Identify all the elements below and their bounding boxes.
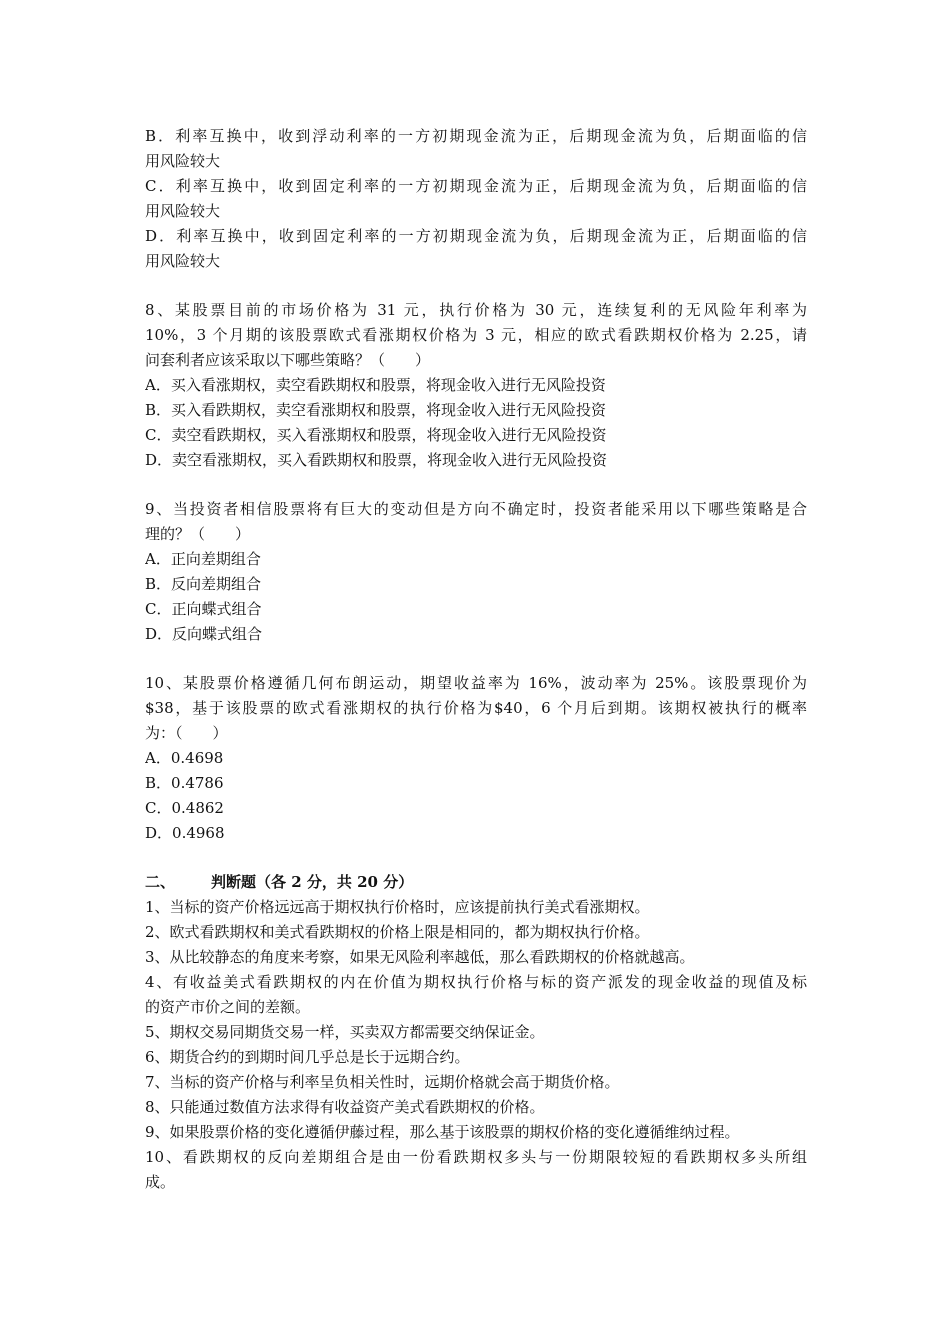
option-a: A．正向差期组合: [145, 550, 261, 568]
option-b: B．买入看跌期权，卖空看涨期权和股票，将现金收入进行无风险投资: [145, 401, 607, 419]
question-10: [145, 671, 807, 846]
spacer: [145, 274, 807, 298]
statement-10-line-2: 成。: [145, 1173, 176, 1191]
statement-1: 1、当标的资产价格远远高于期权执行价格时，应该提前执行美式看涨期权。: [145, 898, 650, 916]
option-d-line-2: 用风险较大: [145, 252, 221, 270]
option-a: A．0.4698: [145, 749, 224, 767]
option-b-line-2: 用风险较大: [145, 152, 221, 170]
question-9: [145, 497, 807, 647]
statement-3: 3、从比较静态的角度来考察，如果无风险利率越低，那么看跌期权的价格就越高。: [145, 948, 695, 966]
question-stem-line: 10、某股票价格遵循几何布朗运动，期望收益率为 16%，波动率为 25%。该股票现价为: [145, 674, 807, 692]
option-d: D．0.4968: [145, 824, 225, 842]
option-d: D．卖空看涨期权，买入看跌期权和股票，将现金收入进行无风险投资: [145, 451, 608, 469]
statement-8: 8、只能通过数值方法求得有收益资产美式看跌期权的价格。: [145, 1098, 545, 1116]
spacer: [145, 647, 807, 671]
option-c: C．卖空看跌期权，买入看涨期权和股票，将现金收入进行无风险投资: [145, 426, 607, 444]
statement-4-line-1: 4、有收益美式看跌期权的内在价值为期权执行价格与标的资产派发的现金收益的现值及标: [145, 973, 807, 991]
statement-5: 5、期权交易同期货交易一样，买卖双方都需要交纳保证金。: [145, 1023, 545, 1041]
statement-7: 7、当标的资产价格与利率呈负相关性时，远期价格就会高于期货价格。: [145, 1073, 620, 1091]
spacer: [145, 473, 807, 497]
statement-2: 2、欧式看跌期权和美式看跌期权的价格上限是相同的，都为期权执行价格。: [145, 923, 650, 941]
option-b: B．反向差期组合: [145, 575, 262, 593]
statement-9: 9、如果股票价格的变化遵循伊藤过程，那么基于该股票的期权价格的变化遵循维纳过程。: [145, 1123, 740, 1141]
statement-6: 6、期货合约的到期时间几乎总是长于远期合约。: [145, 1048, 470, 1066]
question-stem-line: 问套利者应该采取以下哪些策略？（ ）: [145, 351, 431, 369]
question-7-options: [145, 124, 807, 274]
option-a: A．买入看涨期权，卖空看跌期权和股票，将现金收入进行无风险投资: [145, 376, 606, 394]
document-page: [145, 124, 807, 1195]
section-2: [145, 870, 807, 1195]
question-stem-line: 为：（ ）: [145, 724, 228, 742]
statement-4-line-2: 的资产市价之间的差额。: [145, 998, 311, 1016]
section-number: 二、: [145, 873, 176, 891]
option-c: C．0.4862: [145, 799, 224, 817]
option-b-line-1: B．利率互换中，收到浮动利率的一方初期现金流为正，后期现金流为负，后期面临的信: [145, 127, 807, 145]
option-c: C．正向蝶式组合: [145, 600, 262, 618]
statement-10-line-1: 10、看跌期权的反向差期组合是由一份看跌期权多头与一份期限较短的看跌期权多头所组: [145, 1148, 807, 1166]
question-stem-line: 理的？（ ）: [145, 525, 251, 543]
question-stem-line: 10%，3 个月期的该股票欧式看涨期权价格为 3 元，相应的欧式看跌期权价格为 2.25，请: [145, 326, 807, 344]
section-heading: [145, 870, 807, 895]
option-c-line-2: 用风险较大: [145, 202, 221, 220]
question-stem-line: 8、某股票目前的市场价格为 31 元，执行价格为 30 元，连续复利的无风险年利率为: [145, 301, 807, 319]
option-d: D．反向蝶式组合: [145, 625, 263, 643]
spacer: [145, 846, 807, 870]
option-b: B．0.4786: [145, 774, 224, 792]
question-8: [145, 298, 807, 473]
option-c-line-1: C．利率互换中，收到固定利率的一方初期现金流为正，后期现金流为负，后期面临的信: [145, 177, 807, 195]
section-title: 判断题（各 2 分，共 20 分）: [211, 873, 414, 891]
option-d-line-1: D．利率互换中，收到固定利率的一方初期现金流为负，后期现金流为正，后期面临的信: [145, 227, 807, 245]
question-stem-line: 9、当投资者相信股票将有巨大的变动但是方向不确定时，投资者能采用以下哪些策略是合: [145, 500, 807, 518]
question-stem-line: $38，基于该股票的欧式看涨期权的执行价格为$40，6 个月后到期。该期权被执行的概率: [145, 699, 807, 717]
